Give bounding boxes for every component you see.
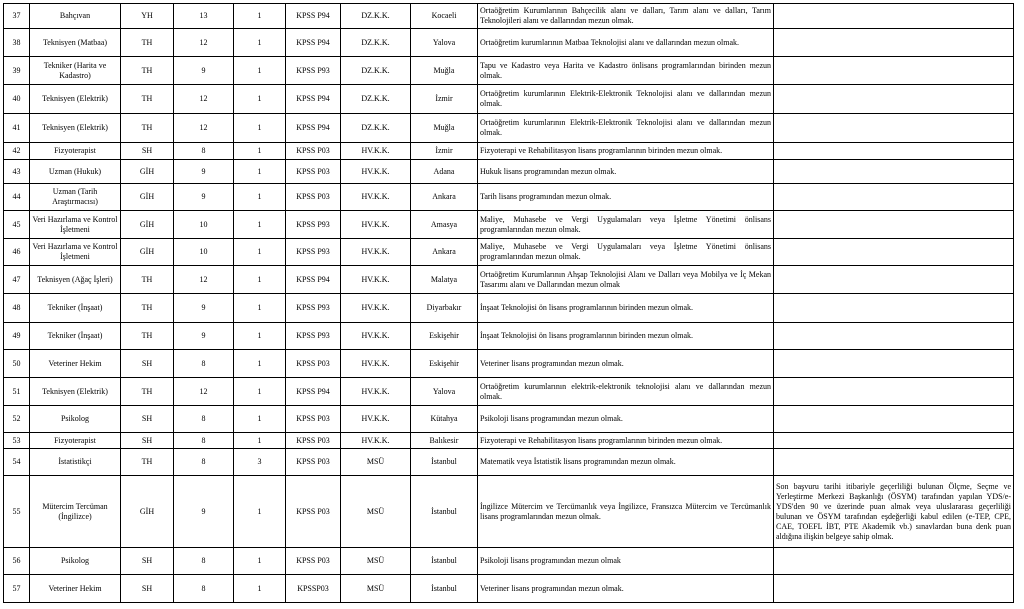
cell-derece: 12 <box>174 29 234 57</box>
cell-nitelik: Psikoloji lisans programından mezun olmak <box>478 548 774 575</box>
cell-aciklama <box>774 29 1014 57</box>
cell-sira-no: 50 <box>4 350 30 378</box>
cell-kpss-puan-turu: KPSS P03 <box>286 143 341 160</box>
cell-kuvvet: HV.K.K. <box>341 143 411 160</box>
cell-aciklama <box>774 143 1014 160</box>
cell-kpss-puan-turu: KPSS P93 <box>286 323 341 350</box>
cell-sinif: TH <box>121 114 174 143</box>
cell-unvan: Psikolog <box>30 406 121 433</box>
cell-il: Kütahya <box>411 406 478 433</box>
cell-sinif: TH <box>121 266 174 294</box>
cell-aciklama <box>774 57 1014 85</box>
cell-derece: 10 <box>174 239 234 266</box>
cell-derece: 12 <box>174 378 234 406</box>
cell-nitelik: Matematik veya İstatistik lisans programından mezun olmak. <box>478 449 774 476</box>
cell-unvan: Fizyoterapist <box>30 143 121 160</box>
cell-unvan: Veteriner Hekim <box>30 575 121 603</box>
cell-sira-no: 57 <box>4 575 30 603</box>
cell-kpss-puan-turu: KPSSP03 <box>286 575 341 603</box>
cell-adet: 1 <box>234 211 286 239</box>
cell-adet: 1 <box>234 239 286 266</box>
cell-sinif: GİH <box>121 184 174 211</box>
cell-kuvvet: MSÜ <box>341 476 411 548</box>
cell-derece: 9 <box>174 160 234 184</box>
table-row <box>4 266 1014 294</box>
cell-il: Eskişehir <box>411 323 478 350</box>
cell-kpss-puan-turu: KPSS P94 <box>286 114 341 143</box>
cell-aciklama <box>774 239 1014 266</box>
cell-nitelik: Ortaöğretim kurumlarının elektrik-elektronik teknolojisi alanı ve dallarından mezun olmak. <box>478 378 774 406</box>
cell-kuvvet: MSÜ <box>341 575 411 603</box>
cell-sira-no: 49 <box>4 323 30 350</box>
cell-unvan: Uzman (Tarih Araştırmacısı) <box>30 184 121 211</box>
cell-adet: 1 <box>234 114 286 143</box>
cell-kpss-puan-turu: KPSS P03 <box>286 548 341 575</box>
cell-kpss-puan-turu: KPSS P93 <box>286 57 341 85</box>
table-row <box>4 378 1014 406</box>
cell-unvan: İstatistikçi <box>30 449 121 476</box>
cell-unvan: Teknisyen (Elektrik) <box>30 114 121 143</box>
cell-sira-no: 56 <box>4 548 30 575</box>
cell-kuvvet: DZ.K.K. <box>341 114 411 143</box>
cell-derece: 8 <box>174 350 234 378</box>
cell-derece: 8 <box>174 143 234 160</box>
cell-adet: 1 <box>234 575 286 603</box>
cell-nitelik: Fizyoterapi ve Rehabilitasyon lisans programlarının birinden mezun olmak. <box>478 433 774 449</box>
cell-sira-no: 48 <box>4 294 30 323</box>
cell-sira-no: 41 <box>4 114 30 143</box>
cell-kuvvet: HV.K.K. <box>341 160 411 184</box>
cell-unvan: Psikolog <box>30 548 121 575</box>
cell-aciklama <box>774 406 1014 433</box>
cell-aciklama <box>774 378 1014 406</box>
cell-adet: 1 <box>234 160 286 184</box>
cell-sira-no: 54 <box>4 449 30 476</box>
cell-kuvvet: DZ.K.K. <box>341 29 411 57</box>
cell-kpss-puan-turu: KPSS P03 <box>286 160 341 184</box>
cell-nitelik: Ortaöğretim kurumlarının Elektrik-Elektronik Teknolojisi alanı ve dallarından mezun olmak. <box>478 114 774 143</box>
cell-unvan: Tekniker (İnşaat) <box>30 323 121 350</box>
cell-il: Kocaeli <box>411 4 478 29</box>
cell-nitelik: İnşaat Teknolojisi ön lisans programlarının birinden mezun olmak. <box>478 323 774 350</box>
table-row <box>4 85 1014 114</box>
cell-adet: 1 <box>234 476 286 548</box>
cell-il: Balıkesir <box>411 433 478 449</box>
cell-kuvvet: HV.K.K. <box>341 378 411 406</box>
cell-aciklama <box>774 85 1014 114</box>
cell-il: Muğla <box>411 57 478 85</box>
cell-adet: 1 <box>234 85 286 114</box>
cell-nitelik: Ortaöğretim Kurumlarının Ahşap Teknolojisi Alanı ve Dalları veya Mobilya ve İç Mekan Tasarımı alanı ve Dallarından mezun olmak <box>478 266 774 294</box>
cell-il: Diyarbakır <box>411 294 478 323</box>
cell-sira-no: 44 <box>4 184 30 211</box>
cell-nitelik: İngilizce Mütercim ve Tercümanlık veya İngilizce, Fransızca Mütercim ve Tercümanlık lisans programlarından mezun olmak. <box>478 476 774 548</box>
cell-sinif: SH <box>121 350 174 378</box>
cell-sira-no: 52 <box>4 406 30 433</box>
cell-nitelik: Ortaöğretim Kurumlarının Bahçecilik alanı ve dalları, Tarım alanı ve dalları, Tarım Teknolojileri alanı ve dallarından mezun olmak. <box>478 4 774 29</box>
table-row <box>4 143 1014 160</box>
cell-sinif: SH <box>121 433 174 449</box>
cell-sinif: TH <box>121 449 174 476</box>
cell-kpss-puan-turu: KPSS P94 <box>286 85 341 114</box>
cell-kpss-puan-turu: KPSS P94 <box>286 378 341 406</box>
cell-kuvvet: HV.K.K. <box>341 239 411 266</box>
cell-unvan: Veteriner Hekim <box>30 350 121 378</box>
cell-derece: 12 <box>174 85 234 114</box>
cell-kuvvet: MSÜ <box>341 449 411 476</box>
table-body <box>4 4 1014 603</box>
cell-sinif: TH <box>121 57 174 85</box>
cell-il: İstanbul <box>411 575 478 603</box>
cell-adet: 1 <box>234 548 286 575</box>
cell-unvan: Teknisyen (Elektrik) <box>30 85 121 114</box>
cell-kpss-puan-turu: KPSS P03 <box>286 350 341 378</box>
cell-adet: 1 <box>234 406 286 433</box>
cell-derece: 13 <box>174 4 234 29</box>
cell-kuvvet: HV.K.K. <box>341 350 411 378</box>
cell-sinif: SH <box>121 575 174 603</box>
cell-kuvvet: HV.K.K. <box>341 294 411 323</box>
cell-nitelik: Hukuk lisans programından mezun olmak. <box>478 160 774 184</box>
cell-aciklama <box>774 266 1014 294</box>
cell-aciklama <box>774 350 1014 378</box>
cell-sira-no: 51 <box>4 378 30 406</box>
cell-derece: 9 <box>174 294 234 323</box>
cell-kuvvet: HV.K.K. <box>341 433 411 449</box>
table-row <box>4 184 1014 211</box>
cell-nitelik: Maliye, Muhasebe ve Vergi Uygulamaları veya İşletme Yönetimi önlisans programlarından mezun olmak. <box>478 211 774 239</box>
cell-derece: 8 <box>174 548 234 575</box>
cell-nitelik: Veteriner lisans programından mezun olmak. <box>478 350 774 378</box>
table-row <box>4 548 1014 575</box>
cell-adet: 1 <box>234 4 286 29</box>
cell-unvan: Teknisyen (Elektrik) <box>30 378 121 406</box>
table-row <box>4 476 1014 548</box>
cell-sira-no: 38 <box>4 29 30 57</box>
cell-il: Ankara <box>411 184 478 211</box>
cell-il: Adana <box>411 160 478 184</box>
cell-sira-no: 47 <box>4 266 30 294</box>
cell-nitelik: Tarih lisans programından mezun olmak. <box>478 184 774 211</box>
cell-sira-no: 46 <box>4 239 30 266</box>
cell-sira-no: 45 <box>4 211 30 239</box>
table-row <box>4 406 1014 433</box>
cell-kuvvet: DZ.K.K. <box>341 85 411 114</box>
cell-derece: 12 <box>174 266 234 294</box>
cell-kpss-puan-turu: KPSS P94 <box>286 4 341 29</box>
cell-derece: 8 <box>174 449 234 476</box>
cell-sinif: TH <box>121 323 174 350</box>
cell-kuvvet: HV.K.K. <box>341 406 411 433</box>
cell-unvan: Fizyoterapist <box>30 433 121 449</box>
cell-kpss-puan-turu: KPSS P03 <box>286 433 341 449</box>
cell-nitelik: Ortaöğretim kurumlarının Elektrik-Elektronik Teknolojisi alanı ve dallarından mezun olmak. <box>478 85 774 114</box>
cell-sira-no: 39 <box>4 57 30 85</box>
cell-il: İzmir <box>411 143 478 160</box>
cell-nitelik: Ortaöğretim kurumlarının Matbaa Teknolojisi alanı ve dallarından mezun olmak. <box>478 29 774 57</box>
cell-derece: 9 <box>174 184 234 211</box>
cell-il: Eskişehir <box>411 350 478 378</box>
cell-nitelik: Fizyoterapi ve Rehabilitasyon lisans programlarının birinden mezun olmak. <box>478 143 774 160</box>
cell-sinif: GİH <box>121 211 174 239</box>
cell-unvan: Tekniker (Harita ve Kadastro) <box>30 57 121 85</box>
cell-adet: 1 <box>234 184 286 211</box>
cell-kuvvet: HV.K.K. <box>341 211 411 239</box>
cell-derece: 9 <box>174 57 234 85</box>
kadro-table <box>3 3 1014 603</box>
cell-sira-no: 40 <box>4 85 30 114</box>
table-row <box>4 350 1014 378</box>
cell-kuvvet: DZ.K.K. <box>341 57 411 85</box>
cell-kpss-puan-turu: KPSS P03 <box>286 449 341 476</box>
cell-sinif: SH <box>121 548 174 575</box>
cell-kpss-puan-turu: KPSS P03 <box>286 406 341 433</box>
cell-sinif: SH <box>121 143 174 160</box>
cell-derece: 8 <box>174 575 234 603</box>
cell-il: Yalova <box>411 29 478 57</box>
cell-sinif: TH <box>121 294 174 323</box>
table-row <box>4 433 1014 449</box>
cell-unvan: Teknisyen (Ağaç İşleri) <box>30 266 121 294</box>
table-row <box>4 294 1014 323</box>
cell-unvan: Veri Hazırlama ve Kontrol İşletmeni <box>30 211 121 239</box>
cell-sinif: GİH <box>121 239 174 266</box>
cell-sira-no: 43 <box>4 160 30 184</box>
cell-kpss-puan-turu: KPSS P94 <box>286 266 341 294</box>
cell-nitelik: İnşaat Teknolojisi ön lisans programlarının birinden mezun olmak. <box>478 294 774 323</box>
cell-nitelik: Tapu ve Kadastro veya Harita ve Kadastro önlisans programlarından birinden mezun olmak. <box>478 57 774 85</box>
cell-unvan: Uzman (Hukuk) <box>30 160 121 184</box>
cell-nitelik: Veteriner lisans programından mezun olmak. <box>478 575 774 603</box>
cell-aciklama <box>774 4 1014 29</box>
cell-sira-no: 55 <box>4 476 30 548</box>
cell-aciklama <box>774 548 1014 575</box>
cell-aciklama <box>774 160 1014 184</box>
cell-unvan: Veri Hazırlama ve Kontrol İşletmeni <box>30 239 121 266</box>
cell-aciklama <box>774 184 1014 211</box>
cell-il: Muğla <box>411 114 478 143</box>
table-row <box>4 114 1014 143</box>
table-row <box>4 211 1014 239</box>
cell-sinif: TH <box>121 29 174 57</box>
cell-unvan: Tekniker (İnşaat) <box>30 294 121 323</box>
cell-aciklama <box>774 575 1014 603</box>
table-row <box>4 575 1014 603</box>
cell-kuvvet: DZ.K.K. <box>341 4 411 29</box>
cell-il: İstanbul <box>411 476 478 548</box>
cell-kuvvet: MSÜ <box>341 548 411 575</box>
cell-il: İzmir <box>411 85 478 114</box>
cell-il: Ankara <box>411 239 478 266</box>
cell-aciklama <box>774 449 1014 476</box>
table-row <box>4 323 1014 350</box>
cell-kpss-puan-turu: KPSS P03 <box>286 476 341 548</box>
cell-il: Malatya <box>411 266 478 294</box>
cell-aciklama <box>774 211 1014 239</box>
cell-adet: 1 <box>234 378 286 406</box>
cell-derece: 9 <box>174 476 234 548</box>
cell-kuvvet: HV.K.K. <box>341 323 411 350</box>
cell-kuvvet: HV.K.K. <box>341 266 411 294</box>
cell-unvan: Teknisyen (Matbaa) <box>30 29 121 57</box>
cell-il: Yalova <box>411 378 478 406</box>
cell-adet: 1 <box>234 29 286 57</box>
cell-sinif: TH <box>121 85 174 114</box>
table-row <box>4 29 1014 57</box>
cell-adet: 3 <box>234 449 286 476</box>
cell-unvan: Bahçıvan <box>30 4 121 29</box>
cell-il: İstanbul <box>411 449 478 476</box>
cell-sira-no: 53 <box>4 433 30 449</box>
cell-derece: 9 <box>174 323 234 350</box>
cell-adet: 1 <box>234 294 286 323</box>
cell-sira-no: 42 <box>4 143 30 160</box>
cell-unvan: Mütercim Tercüman (İngilizce) <box>30 476 121 548</box>
cell-derece: 10 <box>174 211 234 239</box>
cell-sira-no: 37 <box>4 4 30 29</box>
cell-sinif: TH <box>121 378 174 406</box>
cell-adet: 1 <box>234 350 286 378</box>
cell-adet: 1 <box>234 143 286 160</box>
cell-derece: 8 <box>174 433 234 449</box>
table-row <box>4 57 1014 85</box>
cell-aciklama <box>774 114 1014 143</box>
cell-sinif: GİH <box>121 160 174 184</box>
cell-adet: 1 <box>234 266 286 294</box>
table-row <box>4 160 1014 184</box>
cell-sinif: YH <box>121 4 174 29</box>
cell-sinif: SH <box>121 406 174 433</box>
cell-sinif: GİH <box>121 476 174 548</box>
cell-il: Amasya <box>411 211 478 239</box>
cell-aciklama <box>774 433 1014 449</box>
table-row <box>4 239 1014 266</box>
cell-aciklama: Son başvuru tarihi itibariyle geçerliliği bulunan Ölçme, Seçme ve Yerleştirme Merkezi Başkanlığı (ÖSYM) tarafından yapılan YDS/e-YDS'den 90 ve üzerinde puan almak veya uluslararası geçerliliği bulunan ve ÖSYM tarafından eşdeğerliği kabul edilen (e-TEP, CPE, CAE, TOEFL İBT, PTE Akademik vb.) sınavlardan buna denk puan aldığına ilişkin belgeye sahip olmak. <box>774 476 1014 548</box>
cell-kpss-puan-turu: KPSS P93 <box>286 294 341 323</box>
cell-adet: 1 <box>234 433 286 449</box>
cell-il: İstanbul <box>411 548 478 575</box>
cell-kpss-puan-turu: KPSS P94 <box>286 29 341 57</box>
cell-kpss-puan-turu: KPSS P93 <box>286 239 341 266</box>
cell-adet: 1 <box>234 57 286 85</box>
table-row <box>4 4 1014 29</box>
cell-aciklama <box>774 323 1014 350</box>
cell-nitelik: Maliye, Muhasebe ve Vergi Uygulamaları veya İşletme Yönetimi önlisans programlarından mezun olmak. <box>478 239 774 266</box>
cell-adet: 1 <box>234 323 286 350</box>
cell-kpss-puan-turu: KPSS P93 <box>286 211 341 239</box>
cell-aciklama <box>774 294 1014 323</box>
cell-derece: 8 <box>174 406 234 433</box>
cell-nitelik: Psikoloji lisans programından mezun olmak. <box>478 406 774 433</box>
cell-kpss-puan-turu: KPSS P03 <box>286 184 341 211</box>
cell-kuvvet: HV.K.K. <box>341 184 411 211</box>
table-row <box>4 449 1014 476</box>
cell-derece: 12 <box>174 114 234 143</box>
